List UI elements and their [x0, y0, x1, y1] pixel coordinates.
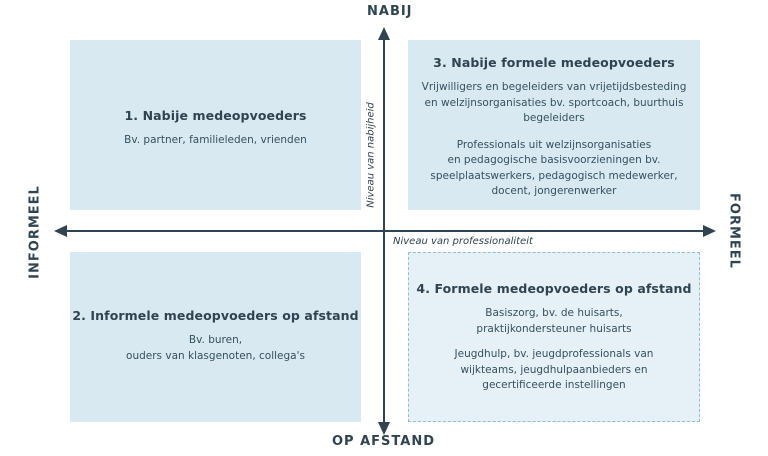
quadrant-4-line: wijkteams, jeugdhulpaanbieders en — [460, 363, 648, 376]
arrow-right-icon — [703, 225, 716, 237]
quadrant-3-line: docent, jongerenwerker — [491, 185, 617, 197]
quadrant-3-line: speelplaatswerkers, pedagogisch medewerker, — [430, 169, 678, 182]
quadrant-4-line: gecertificeerde instellingen — [482, 379, 626, 391]
pole-label-op-afstand: OP AFSTAND — [332, 434, 435, 449]
quadrant-4-line: Jeugdhulp, bv. jeugdprofessionals van — [454, 348, 654, 360]
axis-label-professionaliteit: Niveau van professionaliteit — [393, 236, 533, 247]
quadrant-4-line: praktijkondersteuner huisarts — [476, 322, 632, 335]
quadrant-2-line: ouders van klasgenoten, collega's — [126, 349, 305, 362]
axis-label-nabijheid: Niveau van nabijheid — [365, 102, 377, 208]
quadrant-3-line: en pedagogische basisvoorzieningen bv. — [447, 154, 661, 166]
quadrant-3-line: Vrijwilligers en begeleiders van vrijetijdsbesteding — [421, 81, 687, 93]
quadrant-1-title: 1. Nabije medeopvoeders — [124, 108, 307, 123]
quadrant-1-text: Bv. partner, familieleden, vrienden — [124, 134, 307, 146]
quadrant-4-line: Basiszorg, bv. de huisarts, — [485, 307, 623, 319]
quadrant-2-line: Bv. buren, — [188, 334, 243, 346]
quadrant-3-line: Professionals uit welzijnsorganisaties — [456, 138, 652, 151]
quadrant-2-title: 2. Informele medeopvoeders op afstand — [72, 308, 359, 323]
pole-label-informeel: INFORMEEL — [27, 185, 43, 279]
quadrant-3-line: begeleiders — [523, 112, 585, 124]
quadrant-3-title: 3. Nabije formele medeopvoeders — [433, 55, 675, 70]
quadrant-3-line: en welzijnsorganisaties bv. sportcoach, buurthuis — [424, 96, 684, 109]
quadrant-4-title: 4. Formele medeopvoeders op afstand — [416, 281, 692, 296]
arrow-left-icon — [54, 225, 67, 237]
pole-label-formeel: FORMEEL — [726, 193, 742, 269]
pole-label-nabij: NABIJ — [367, 4, 413, 19]
arrow-up-icon — [378, 27, 390, 40]
